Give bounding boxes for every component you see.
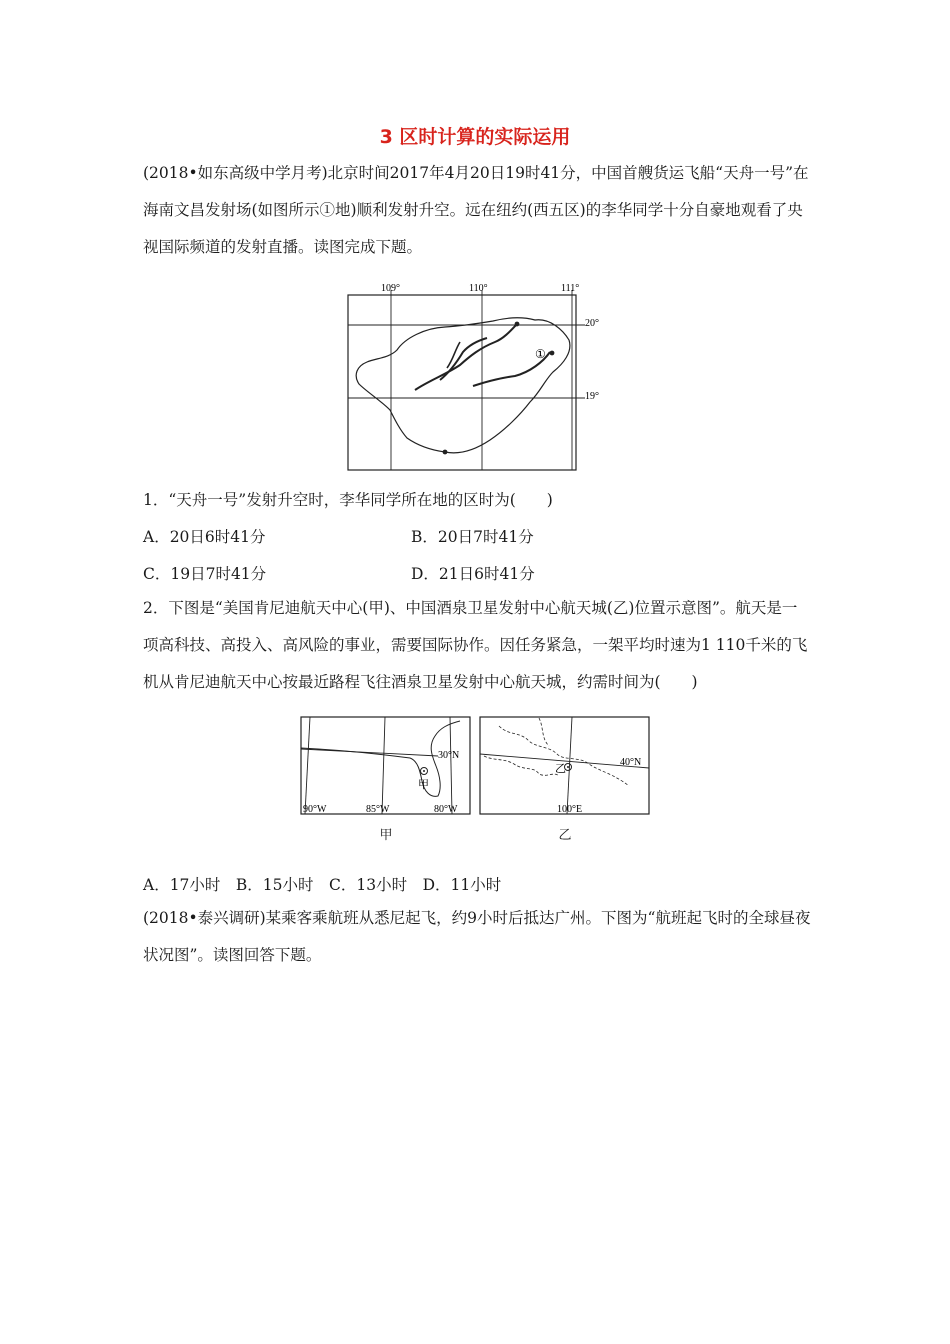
map-caption-left: 甲 (379, 828, 393, 843)
q1-option-b: B．20日7时41分 (411, 528, 534, 546)
jiuquan-marker: 乙 (555, 763, 566, 775)
launch-site-marker: ① (535, 347, 546, 361)
q2-stem: 2．下图是“美国肯尼迪航天中心(甲)、中国酒泉卫星发射中心航天城(乙)位置示意图”。航天是一项高科技、高投入、高风险的事业，需要国际协作。因任务紧急，一架平均时速为1 110千米的飞机从肯尼迪航天中心按最近路程飞往酒泉卫星发射中心航天城，约需时间为( ) (143, 599, 808, 691)
island-coastline (356, 318, 570, 453)
q1-option-a: A．20日6时41分 (143, 528, 266, 546)
intro-paragraph-3: (2018•泰兴调研)某乘客乘航班从悉尼起飞，约9小时后抵达广州。下图为“航班起飞时的全球昼夜状况图”。读图回答下题。 (143, 909, 811, 964)
q2-options: A．17小时 B．15小时 C．13小时 D．11小时 (143, 876, 502, 894)
lat-label-19: 19° (585, 391, 599, 402)
lon-label-100e: 100°E (557, 804, 583, 815)
lon-label-110: 110° (469, 283, 488, 294)
q1-option-d: D．21日6时41分 (411, 565, 535, 583)
q1-option-c: C．19日7时41分 (143, 565, 267, 583)
province-line (499, 726, 629, 786)
river-4 (447, 342, 460, 368)
q1-stem: 1．“天舟一号”发射升空时，李华同学所在地的区时为( ) (143, 491, 553, 509)
lon-label-90w: 90°W (303, 804, 327, 815)
map-kennedy (300, 716, 472, 818)
page-title: 3 区时计算的实际运用 (379, 126, 571, 148)
map-caption-right: 乙 (558, 828, 572, 843)
river-2 (440, 338, 487, 380)
border-line (484, 756, 559, 776)
lat-label-30n: 30°N (438, 750, 460, 761)
kennedy-marker: 甲 (418, 779, 429, 791)
lon-label-109: 109° (381, 283, 400, 294)
hainan-map (345, 280, 605, 475)
coastline-florida (301, 721, 460, 796)
region-line (539, 718, 549, 746)
lat-label-40n: 40°N (620, 757, 642, 768)
lon-label-80w: 80°W (434, 804, 458, 815)
intro-paragraph-1: (2018•如东高级中学月考)北京时间2017年4月20日19时41分，中国首艘货运飞船“天舟一号”在海南文昌发射场(如图所示①地)顺利发射升空。远在纽约(西五区)的李华同学十分自豪地观看了央视国际频道的发射直播。读图完成下题。 (143, 164, 809, 256)
lon-label-111: 111° (561, 283, 580, 294)
river-1 (415, 324, 517, 390)
lat-label-20: 20° (585, 318, 599, 329)
map-jiuquan (479, 716, 651, 818)
lon-label-85w: 85°W (366, 804, 390, 815)
